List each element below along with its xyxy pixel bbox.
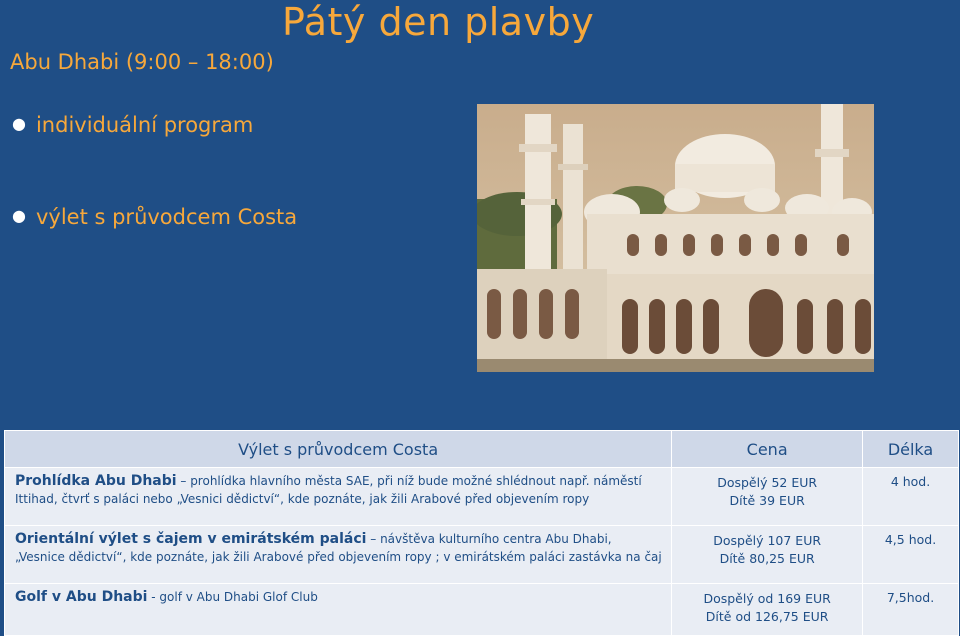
bullet-dot-icon: ● [12, 206, 26, 225]
trip-description: – návštěva kulturního centra Abu Dhabi, „Vesnice dědictví“, kde poznáte, jak žili Arabové před objevením ropy ; v emirátském paláci zastávka na čaj [15, 532, 662, 564]
header-length: Délka [863, 431, 959, 468]
length-cell: 7,5hod. [863, 584, 959, 636]
page-subtitle: Abu Dhabi (9:00 – 18:00) [10, 50, 274, 74]
table-row [5, 526, 959, 584]
page-title: Pátý den plavby [282, 0, 595, 44]
table-row [5, 468, 959, 526]
bullet-dot-icon: ● [12, 114, 26, 133]
bullet-text: výlet s průvodcem Costa [35, 205, 298, 229]
price-child: Dítě 80,25 EUR [719, 551, 815, 566]
trip-cell [5, 526, 672, 584]
table-header-row [5, 431, 959, 468]
trip-cell [5, 468, 672, 526]
price-cell [672, 468, 863, 526]
trip-name: Golf v Abu Dhabi [15, 589, 148, 605]
length-cell: 4,5 hod. [863, 526, 959, 584]
price-adult: Dospělý 52 EUR [717, 475, 818, 490]
trip-description: - golf v Abu Dhabi Glof Club [147, 590, 318, 604]
price-child: Dítě od 126,75 EUR [705, 609, 829, 624]
bullet-item-individual [12, 113, 253, 137]
price-child: Dítě 39 EUR [729, 493, 805, 508]
price-adult: Dospělý od 169 EUR [703, 591, 831, 606]
trip-name: Orientální výlet s čajem v emirátském paláci [15, 531, 367, 547]
length-cell: 4 hod. [863, 468, 959, 526]
header-price: Cena [672, 431, 863, 468]
mosque-photo [477, 104, 874, 372]
excursions-table [4, 430, 959, 636]
header-trip: Výlet s průvodcem Costa [5, 431, 672, 468]
mosque-illustration [477, 104, 874, 372]
bullet-text: individuální program [35, 113, 254, 137]
price-adult: Dospělý 107 EUR [713, 533, 822, 548]
bullet-item-guided [12, 205, 297, 229]
trip-description: – prohlídka hlavního města SAE, při níž bude možné shlédnout např. náměstí Ittihad, čtvrť s paláci nebo „Vesnici dědictví“, kde poznáte, jak žili Arabové před objevením ropy [15, 474, 642, 506]
trip-name: Prohlídka Abu Dhabi [15, 473, 177, 489]
price-cell [672, 526, 863, 584]
